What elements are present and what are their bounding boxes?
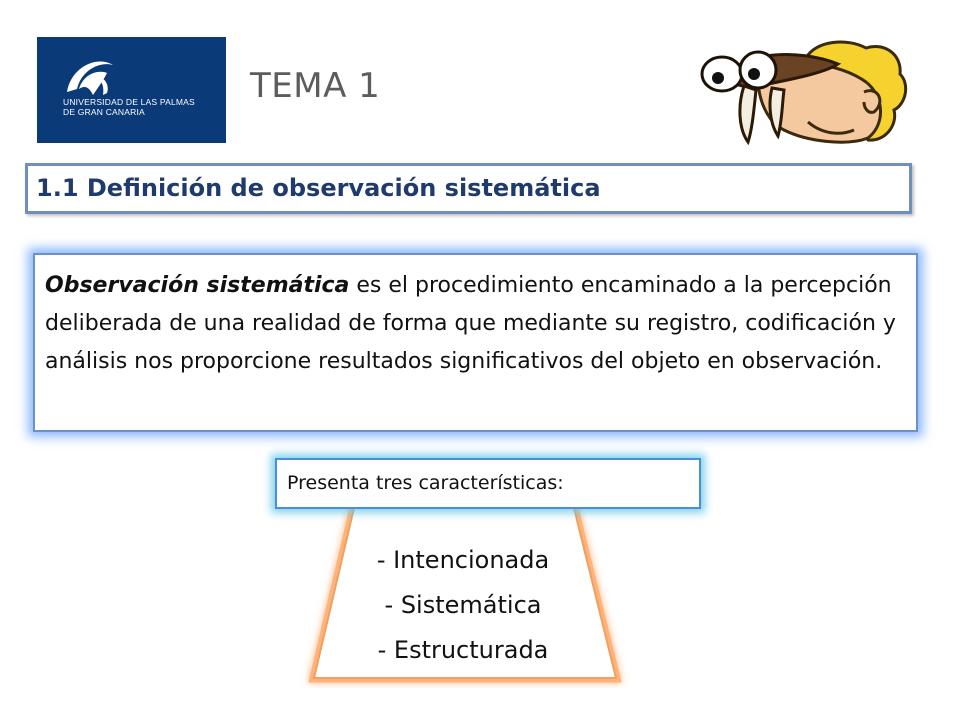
logo-line-1: UNIVERSIDAD DE LAS PALMAS bbox=[63, 97, 195, 107]
ulpgc-emblem-icon bbox=[37, 37, 226, 143]
characteristics-header-box bbox=[275, 458, 701, 509]
tema-heading: TEMA 1 bbox=[250, 66, 381, 106]
characteristic-item-1: - Intencionada bbox=[376, 546, 550, 574]
characteristics-header: Presenta tres características: bbox=[287, 472, 564, 494]
logo-text bbox=[63, 97, 195, 117]
logo-line-2: DE GRAN CANARIA bbox=[63, 107, 145, 117]
section-title-box bbox=[25, 163, 912, 214]
cartoon-face-icon bbox=[688, 38, 914, 146]
section-title: 1.1 Definición de observación sistemática bbox=[36, 174, 601, 202]
characteristic-item-2: - Sistemática bbox=[384, 591, 542, 619]
characteristics-list bbox=[338, 538, 588, 673]
definition-box bbox=[33, 253, 918, 432]
definition-text: es el procedimiento encaminado a la percepción deliberada de una realidad de forma que mediante su registro, codificación y análisis nos proporcione resultados significativos del objeto en observación. bbox=[45, 273, 896, 374]
characteristic-item-3: - Estructurada bbox=[377, 636, 549, 664]
definition-paragraph bbox=[45, 267, 905, 381]
university-logo bbox=[37, 37, 226, 143]
definition-term: Observación sistemática bbox=[45, 273, 350, 298]
